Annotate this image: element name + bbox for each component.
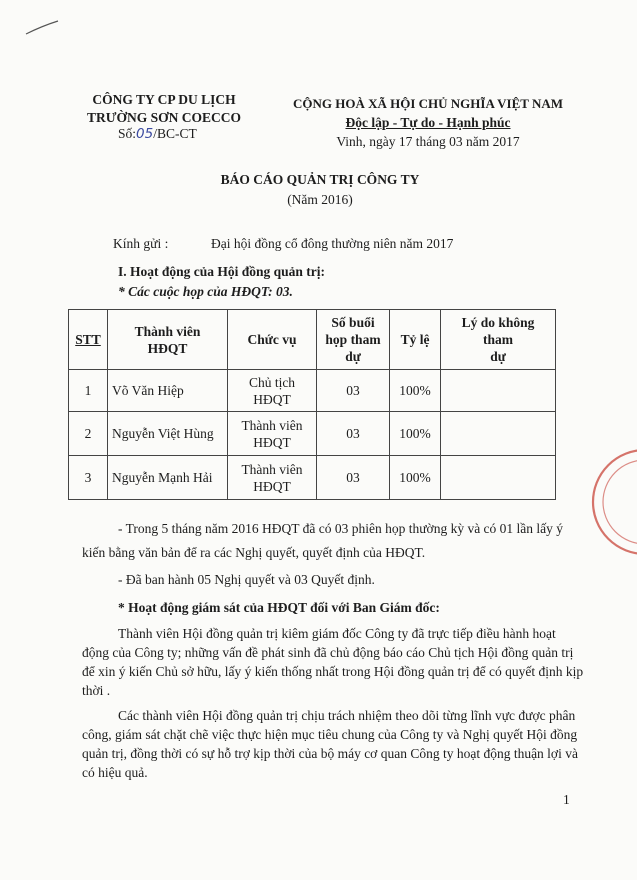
row-meetings: 03	[317, 412, 390, 456]
company-name-line2: TRƯỜNG SƠN COECCO	[86, 110, 241, 125]
meeting-table	[68, 309, 556, 500]
paragraph-supervision	[82, 624, 584, 700]
paragraph-line: Các thành viên Hội đồng quản trị chịu trách nhiệm theo dõi từng lĩnh vực được phân	[118, 708, 576, 723]
row-rate: 100%	[390, 456, 441, 500]
paragraph-line: Thành viên Hội đồng quản trị kiêm giám đốc Công ty đã trực tiếp điều hành hoạt	[118, 626, 556, 641]
company-name-line1: CÔNG TY CP DU LỊCH	[92, 92, 236, 107]
row-stt: 3	[69, 456, 108, 500]
row-name: Võ Văn Hiệp	[108, 370, 228, 412]
paragraph-line: quản trị, đồng thời có sự hỗ trợ kịp thời của bộ máy cơ quan Công ty hoạt động thuận lợi và	[82, 746, 578, 761]
header-member: Thành viên HĐQT	[108, 310, 228, 370]
row-reason	[441, 412, 556, 456]
row-rate: 100%	[390, 412, 441, 456]
section1-heading: I. Hoạt động của Hội đồng quản trị:	[118, 264, 326, 279]
table-row	[69, 370, 556, 412]
paragraph-line: động của Công ty; những vấn đề phát sinh đã chủ động báo cáo Chủ tịch Hội đồng quản trị	[82, 645, 574, 660]
paragraph-meetings-line2: kiến bằng văn bản để ra các Nghị quyết, quyết định của HĐQT.	[82, 545, 426, 560]
row-rate: 100%	[390, 370, 441, 412]
company-stamp-partial	[585, 432, 637, 572]
paragraph-line: thời .	[82, 683, 111, 698]
header-position: Chức vụ	[228, 310, 317, 370]
paragraph-line: có hiệu quả.	[82, 765, 148, 780]
row-name: Nguyễn Mạnh Hải	[108, 456, 228, 500]
row-name: Nguyễn Việt Hùng	[108, 412, 228, 456]
header-reason: Lý do không tham dự	[441, 310, 556, 370]
paragraph-meetings-line1: - Trong 5 tháng năm 2016 HĐQT đã có 03 phiên họp thường kỳ và có 01 lần lấy ý	[118, 521, 564, 536]
document-number-suffix: /BC-CT	[153, 126, 197, 141]
report-title: BÁO CÁO QUẢN TRỊ CÔNG TY	[220, 172, 420, 187]
recipient-value: Đại hội đồng cổ đông thường niên năm 2017	[211, 236, 454, 251]
row-stt: 1	[69, 370, 108, 412]
row-reason	[441, 456, 556, 500]
document-number-prefix: Số:	[118, 126, 137, 141]
row-reason	[441, 370, 556, 412]
page-number: 1	[563, 792, 570, 807]
row-meetings: 03	[317, 456, 390, 500]
paragraph-line: để xin ý kiến Chủ sở hữu, lấy ý kiến thống nhất trong Hội đồng quản trị để có quyết định kịp	[82, 664, 584, 679]
paragraph-resolutions: - Đã ban hành 05 Nghị quyết và 03 Quyết định.	[118, 572, 375, 587]
table-row	[69, 456, 556, 500]
place-date: Vinh, ngày 17 tháng 03 năm 2017	[336, 134, 520, 149]
section1-subheading: * Các cuộc họp của HĐQT: 03.	[118, 284, 293, 299]
section2-heading: * Hoạt động giám sát của HĐQT đối với Ban Giám đốc:	[118, 600, 440, 615]
row-position: Chủ tịch HĐQT	[228, 370, 317, 412]
recipient-label: Kính gửi :	[113, 236, 169, 251]
header-stt: STT	[69, 310, 108, 370]
paragraph-responsibilities	[82, 706, 578, 782]
row-meetings: 03	[317, 370, 390, 412]
paragraph-line: công, giám sát chặt chẽ việc thực hiện mục tiêu chung của Công ty và Nghị quyết Hội đồng	[82, 727, 578, 742]
table-header-row	[69, 310, 556, 370]
header-meetings: Số buổi họp tham dự	[317, 310, 390, 370]
document-number-handwritten: 05	[136, 126, 154, 142]
header-rate: Tỷ lệ	[390, 310, 441, 370]
national-motto: Độc lập - Tự do - Hạnh phúc	[345, 115, 511, 130]
report-subtitle: (Năm 2016)	[287, 192, 353, 207]
row-position: Thành viên HĐQT	[228, 412, 317, 456]
pen-stroke-mark	[24, 18, 60, 38]
row-stt: 2	[69, 412, 108, 456]
row-position: Thành viên HĐQT	[228, 456, 317, 500]
nation-title: CỘNG HOÀ XÃ HỘI CHỦ NGHĨA VIỆT NAM	[292, 96, 564, 111]
table-row	[69, 412, 556, 456]
document-number	[118, 126, 197, 142]
